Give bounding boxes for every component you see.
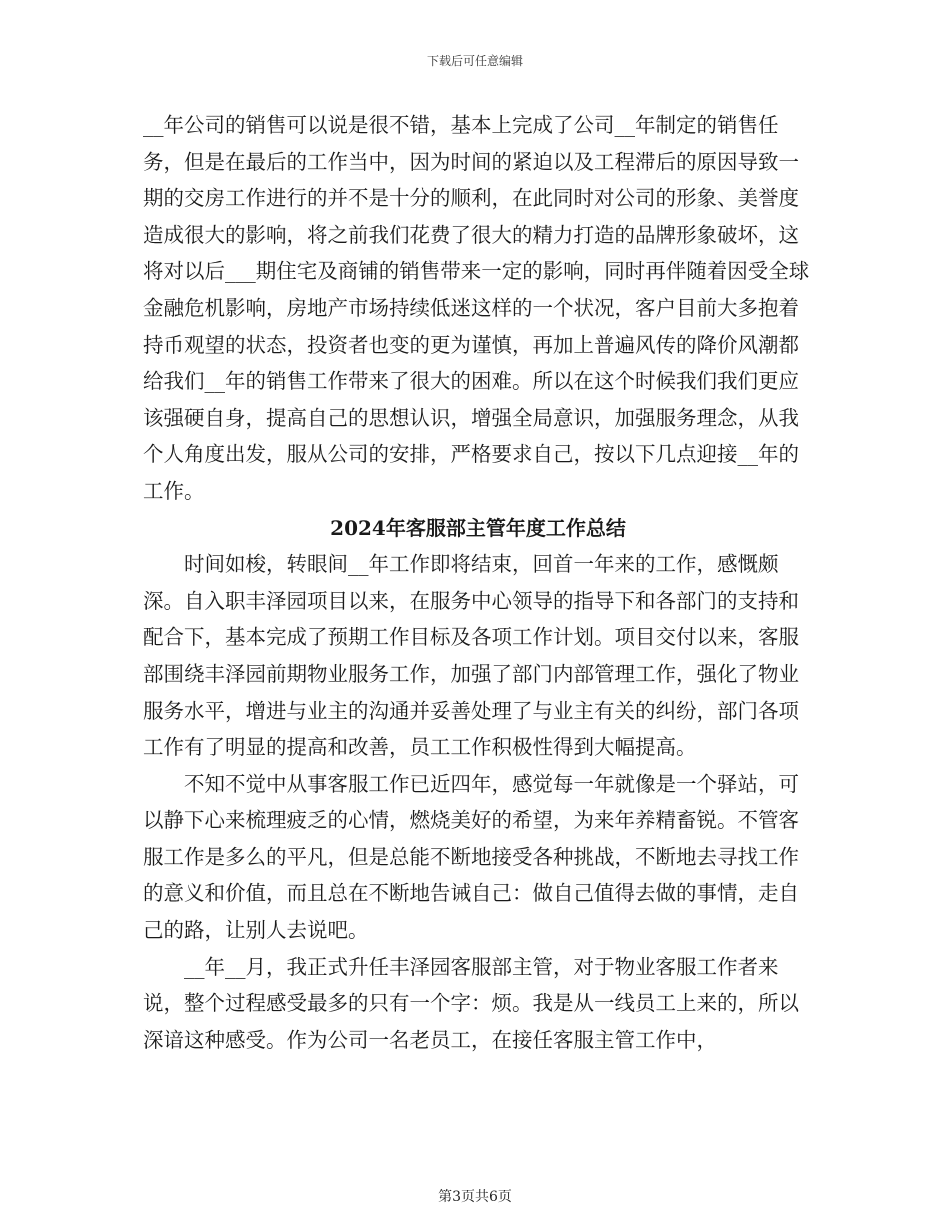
section-title: 2024年客服部主管年度工作总结 [330, 515, 626, 540]
page-header-note: 下载后可任意编辑 [426, 54, 523, 68]
paragraph-3: __年__月，我正式升任丰泽园客服部主管，对于物业客服工作者来说，整个过程感受最多的只有一个字：烦。我是从一线员工上来的，所以深谙这种感受。作为公司一名老员工，在接任客服主管工作中， [143, 954, 799, 1052]
document-body [143, 107, 813, 1058]
paragraph-2: 不知不觉中从事客服工作已近四年，感觉每一年就像是一个驿站，可以静下心来梳理疲乏的心情，燃烧美好的希望，为来年养精畜锐。不管客服工作是多么的平凡，但是总能不断地接受各种挑战，不断地去寻找工作的意义和价值，而且总在不断地告诫自己：做自己值得去做的事情，走自己的路，让别人去说吧。 [143, 771, 799, 943]
intro-paragraph: __年公司的销售可以说是很不错，基本上完成了公司__年制定的销售任务，但是在最后的工作当中，因为时间的紧迫以及工程滞后的原因导致一期的交房工作进行的并不是十分的顺利，在此同时对公司的形象、美誉度造成很大的影响，将之前我们花费了很大的精力打造的品牌形象破坏，这将对以后___期住宅及商铺的销售带来一定的影响，同时再伴随着因受全球金融危机影响，房地产市场持续低迷这样的一个状况，客户目前大多抱着持币观望的状态，投资者也变的更为谨慎，再加上普遍风传的降价风潮都给我们__年的销售工作带来了很大的困难。所以在这个时候我们我们更应该强硬自身，提高自己的思想认识，增强全局意识，加强服务理念，从我个人角度出发，服从公司的安排，严格要求自己，按以下几点迎接__年的工作。 [143, 113, 810, 503]
paragraph-1: 时间如梭，转眼间__年工作即将结束，回首一年来的工作，感慨颇深。自入职丰泽园项目以来，在服务中心领导的指导下和各部门的支持和配合下，基本完成了预期工作目标及各项工作计划。项目交付以来，客服部围绕丰泽园前期物业服务工作，加强了部门内部管理工作，强化了物业服务水平，增进与业主的沟通并妥善处理了与业主有关的纠纷，部门各项工作有了明显的提高和改善，员工工作积极性得到大幅提高。 [143, 552, 799, 760]
page-number: 第3页共6页 [438, 1189, 512, 1205]
